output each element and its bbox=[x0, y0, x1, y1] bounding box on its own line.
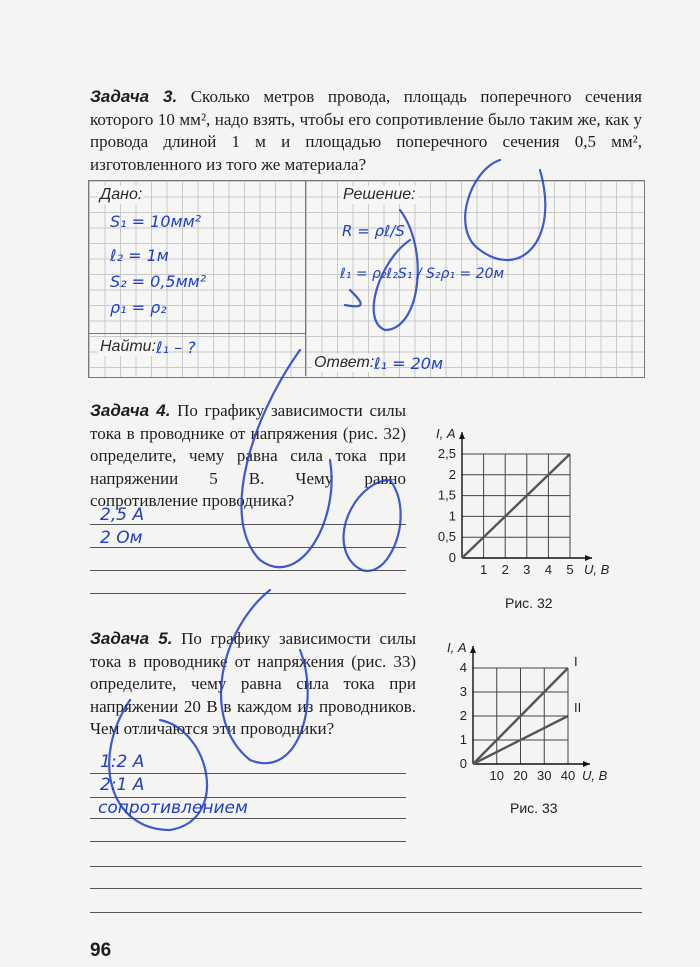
fig32-caption: Рис. 32 bbox=[505, 595, 553, 611]
hw-solution-1: R = ρℓ/S bbox=[342, 222, 405, 240]
hw-find: ℓ₁ – ? bbox=[156, 338, 196, 357]
fig32-x-tick-label: 2 bbox=[501, 562, 509, 577]
task4-hw-1: 2,5 А bbox=[100, 505, 145, 525]
fig32-y-tick-label: 0,5 bbox=[437, 529, 456, 545]
fig32-y-tick-label: 2,5 bbox=[437, 446, 456, 461]
fig32-x-tick-label: 3 bbox=[523, 562, 531, 577]
page-number: 96 bbox=[90, 940, 112, 961]
answer-label: Ответ: bbox=[314, 354, 375, 371]
fig33-origin-label: 0 bbox=[459, 756, 467, 771]
fig32-y-tick-label: 1,5 bbox=[437, 487, 456, 503]
task4-text: По графику зависимости силы тока в проводнике от напряжения (рис. 32) определите, чему равна сила тока при напряжении 5 В. Чему равно сопротивление проводника? bbox=[90, 401, 406, 510]
fig33-series-label-1: I bbox=[574, 654, 578, 669]
fig33-y-tick-label: 4 bbox=[459, 660, 467, 675]
fig32-x-axis-label: U, В bbox=[584, 562, 610, 577]
solution-label: Решение: bbox=[343, 186, 416, 203]
fig32-x-tick-label: 4 bbox=[544, 562, 553, 577]
fig33-x-tick-label: 20 bbox=[513, 768, 528, 783]
fig33-x-tick-label: 30 bbox=[537, 768, 552, 783]
fig32-y-tick-label: 2 bbox=[448, 466, 456, 482]
task5-hw-1: 1:2 А bbox=[100, 752, 145, 772]
task5-hw-3: сопротивлением bbox=[98, 798, 248, 818]
hw-given-4: ρ₁ = ρ₂ bbox=[110, 298, 167, 317]
task5-label: Задача 5. bbox=[90, 629, 173, 648]
fig33-y-axis-label: I, А bbox=[447, 640, 467, 655]
hw-given-3: S₂ = 0,5мм² bbox=[110, 272, 207, 291]
fig33-x-tick-label: 40 bbox=[560, 768, 576, 783]
fig33-x-axis-label: U, В bbox=[582, 768, 608, 783]
hw-given-1: S₁ = 10мм² bbox=[110, 212, 202, 231]
given-label: Дано: bbox=[100, 186, 143, 203]
task3-text: Сколько метров провода, площадь поперечного сечения которого 10 мм², надо взять, чтобы его сопротивление было таким же, как у провода длиной 1 м и площадью поперечного сечения 0,5 мм², изготовленного из того же материала? bbox=[90, 87, 642, 174]
task5-text: По графику зависимости силы тока в проводнике от напряжения (рис. 33) определите, чему равна сила тока при напряжении 20 В в каждом из проводников. Чем отличаются эти проводники? bbox=[90, 629, 416, 738]
hw-answer: ℓ₁ = 20м bbox=[374, 354, 444, 373]
fig33-y-tick-label: 3 bbox=[459, 684, 467, 699]
task3-label: Задача 3. bbox=[90, 87, 178, 106]
fig32-x-tick-label: 1 bbox=[479, 562, 488, 577]
fig33-series-label-2: II bbox=[574, 700, 582, 715]
fig32-origin-label: 0 bbox=[448, 550, 456, 565]
fig33-y-tick-label: 2 bbox=[459, 708, 467, 723]
fig32-x-tick-label: 5 bbox=[566, 562, 574, 577]
fig32-y-tick-label: 1 bbox=[448, 508, 456, 524]
fig33-caption: Рис. 33 bbox=[510, 800, 558, 816]
task4-label: Задача 4. bbox=[90, 401, 171, 420]
fig33-y-tick-label: 1 bbox=[459, 732, 467, 747]
task5-hw-2: 2:1 А bbox=[100, 775, 145, 795]
hw-solution-2: ℓ₁ = ρ₂ℓ₂S₁ / S₂ρ₁ = 20м bbox=[340, 266, 505, 282]
find-label: Найти: bbox=[100, 338, 157, 355]
fig33-x-tick-label: 10 bbox=[489, 768, 504, 783]
hw-given-2: ℓ₂ = 1м bbox=[110, 246, 169, 265]
task4-hw-2: 2 Ом bbox=[100, 528, 143, 548]
fig32-y-axis-label: I, А bbox=[436, 426, 456, 441]
